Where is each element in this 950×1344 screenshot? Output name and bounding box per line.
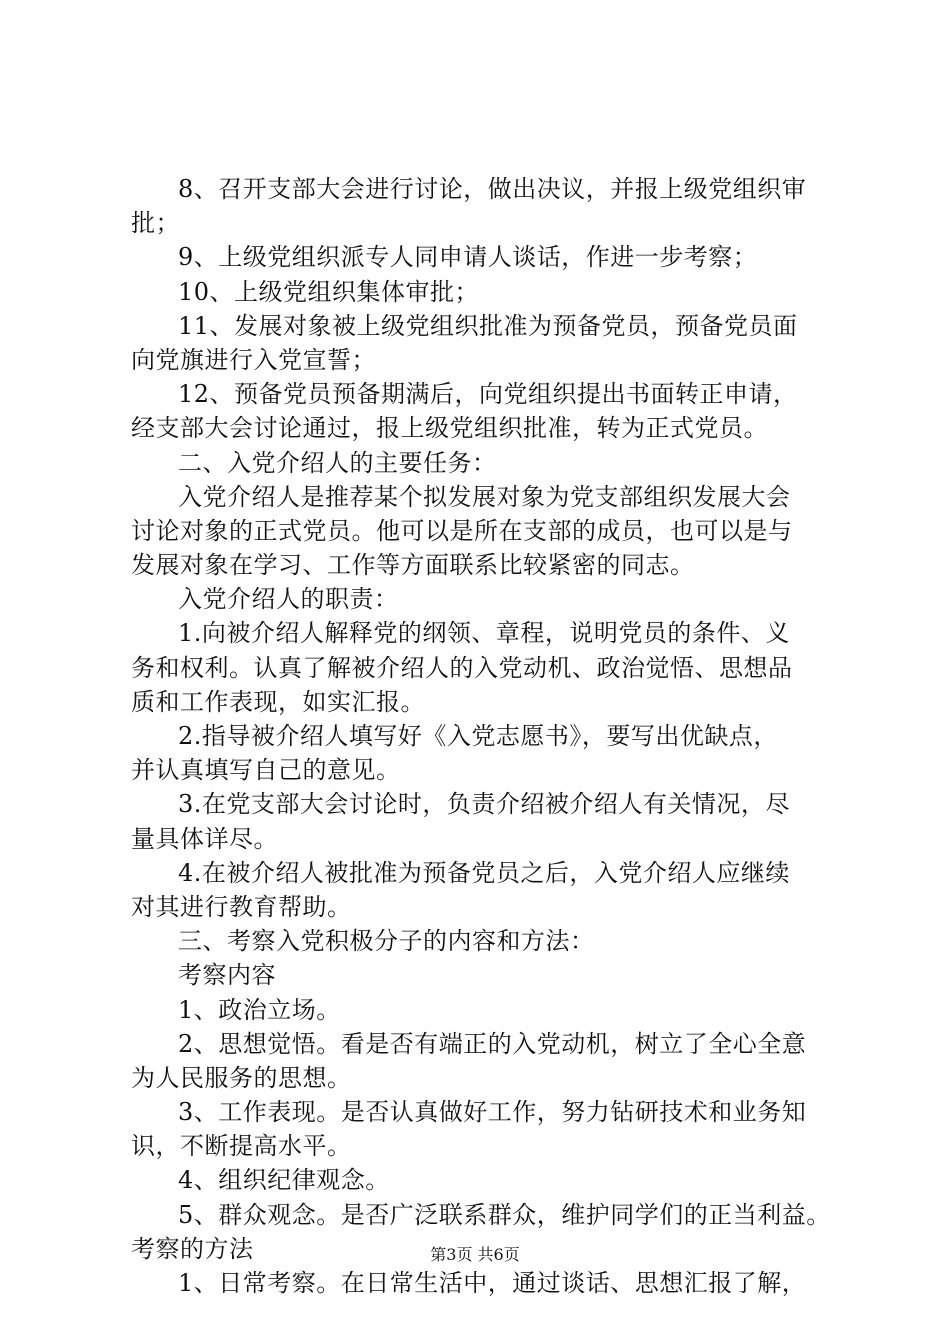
document-body — [131, 172, 831, 1300]
text-line: 讨论对象的正式党员。他可以是所在支部的成员，也可以是与 — [131, 516, 793, 545]
text-line: 质和工作表现，如实汇报。 — [131, 687, 425, 716]
text-line: 考察的方法 — [131, 1234, 254, 1263]
text-line: 并认真填写自己的意见。 — [131, 756, 401, 785]
text-line: 考察内容 — [178, 961, 276, 990]
text-line: 5、群众观念。是否广泛联系群众，维护同学们的正当利益。 — [178, 1200, 831, 1229]
text-line: 三、考察入党积极分子的内容和方法： — [178, 927, 595, 956]
text-line: 入党介绍人是推荐某个拟发展对象为党支部组织发展大会 — [178, 482, 791, 511]
text-line: 向党旗进行入党宣誓； — [131, 345, 376, 374]
text-line: 10、上级党组织集体审批； — [178, 277, 480, 306]
text-line: 对其进行教育帮助。 — [131, 892, 352, 921]
text-line: 1.向被介绍人解释党的纲领、章程，说明党员的条件、义 — [178, 619, 790, 648]
text-line: 批； — [131, 209, 180, 238]
text-line: 3.在党支部大会讨论时，负责介绍被介绍人有关情况，尽 — [178, 790, 790, 819]
page-footer: 第3页 共6页 — [430, 1245, 520, 1264]
text-line: 量具体详尽。 — [131, 824, 278, 853]
text-line: 9、上级党组织派专人同申请人谈话，作进一步考察； — [178, 243, 758, 272]
text-line: 务和权利。认真了解被介绍人的入党动机、政治觉悟、思想品 — [131, 653, 793, 682]
text-line: 4.在被介绍人被批准为预备党员之后，入党介绍人应继续 — [178, 858, 790, 887]
text-line: 经支部大会讨论通过，报上级党组织批准，转为正式党员。 — [131, 414, 768, 443]
text-line: 8、召开支部大会进行讨论，做出决议，并报上级党组织审 — [178, 175, 807, 203]
text-line: 1、日常考察。在日常生活中，通过谈话、思想汇报了解， — [178, 1269, 807, 1297]
text-line: 发展对象在学习、工作等方面联系比较紧密的同志。 — [131, 551, 695, 580]
text-line: 2.指导被介绍人填写好《入党志愿书》，要写出优缺点， — [178, 722, 778, 750]
text-line: 2、思想觉悟。看是否有端正的入党动机，树立了全心全意 — [178, 1029, 807, 1058]
text-line: 1、政治立场。 — [178, 995, 341, 1024]
text-line: 3、工作表现。是否认真做好工作，努力钻研技术和业务知 — [178, 1098, 807, 1127]
text-line: 识，不断提高水平。 — [131, 1132, 352, 1161]
text-line: 为人民服务的思想。 — [131, 1063, 352, 1092]
text-line: 二、入党介绍人的主要任务： — [178, 448, 497, 477]
text-line: 4、组织纪律观念。 — [178, 1166, 390, 1195]
text-line: 12、预备党员预备期满后，向党组织提出书面转正申请， — [178, 380, 798, 409]
text-line: 入党介绍人的职责： — [178, 585, 399, 614]
text-line: 11、发展对象被上级党组织批准为预备党员，预备党员面 — [178, 311, 798, 340]
